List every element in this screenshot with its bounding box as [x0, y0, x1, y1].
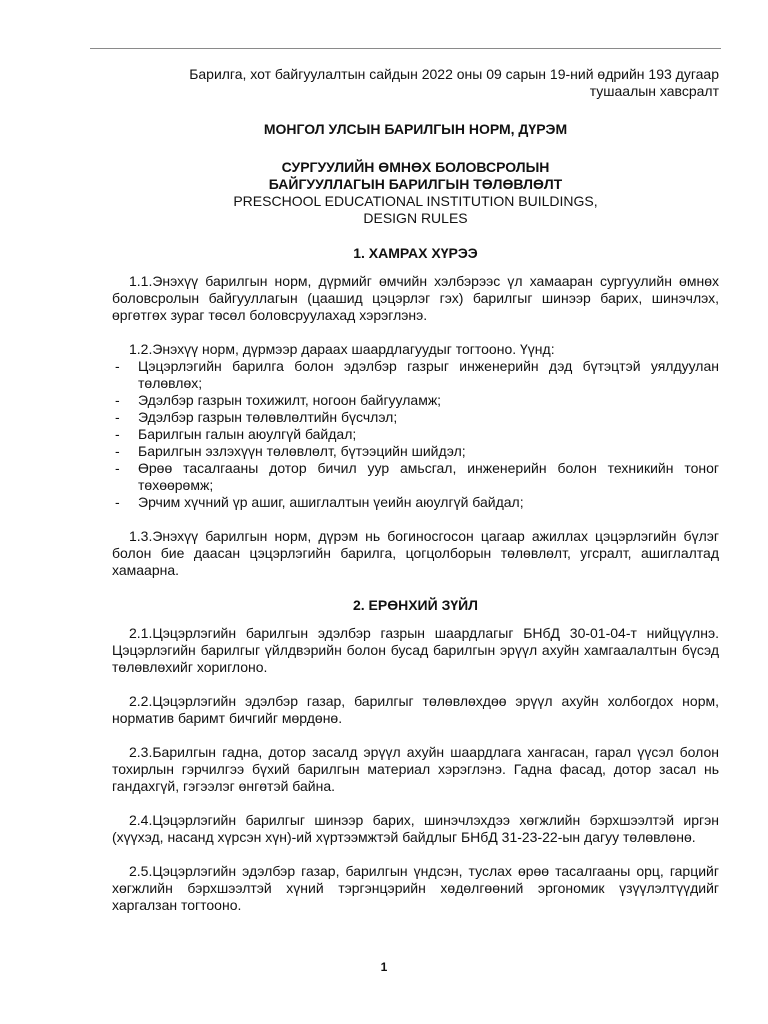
- document-subtitle-line-1: СУРГУУЛИЙН ӨМНӨХ БОЛОВСРОЛЫН: [281, 159, 550, 175]
- list-item: - Эдэлбэр газрын тохижилт, ногоон байгууламж;: [115, 392, 442, 408]
- paragraph-2-4: 2.4.Цэцэрлэгийн барилгыг шинээр барих, шинэчлэхдээ хөгжлийн бэрхшээлтэй иргэн (хүүхэд, насанд хүрсэн хүн)-ий хүртээмжтэй байдлыг БНбД 31-23-22-ын дагуу төлөвлөнө.: [112, 812, 719, 845]
- requirements-list: [112, 358, 719, 511]
- approval-line-1: Барилга, хот байгуулалтын сайдын 2022 оны 09 сарын 19-ний өдрийн 193 дугаар: [189, 66, 719, 82]
- list-item: - Өрөө тасалгааны дотор бичил уур амьсгал, инженерийн болон техникийн тоног төхөөрөмж;: [115, 460, 719, 493]
- paragraph-1-3: 1.3.Энэхүү барилгын норм, дүрэм нь богиносгосон цагаар ажиллах цэцэрлэгийн бүлэг болон бие даасан цэцэрлэгийн барилга, цогцолборын төлөвлөлт, угсралт, ашиглалтад хамаарна.: [112, 528, 719, 578]
- document-subtitle-line-2: БАЙГУУЛЛАГЫН БАРИЛГЫН ТӨЛӨВЛӨЛТ: [268, 176, 563, 192]
- paragraph-1-2: 1.2.Энэхүү норм, дүрмээр дараах шаардлагуудыг тогтооно. Үүнд:: [129, 341, 555, 357]
- document-main-title: МОНГОЛ УЛСЫН БАРИЛГЫН НОРМ, ДҮРЭМ: [263, 121, 568, 137]
- list-item: - Эрчим хүчний үр ашиг, ашиглалтын үеийн аюулгүй байдал;: [115, 494, 524, 510]
- document-page: [112, 66, 719, 914]
- paragraph-2-2: 2.2.Цэцэрлэгийн эдэлбэр газар, барилгыг төлөвлөхдөө эрүүл ахуйн холбогдох норм, норматив баримт бичгийг мөрдөнө.: [112, 693, 719, 726]
- section-2-heading: 2. ЕРӨНХИЙ ЗҮЙЛ: [352, 597, 479, 613]
- list-item: - Цэцэрлэгийн барилга болон эдэлбэр газрыг инженерийн дэд бүтэцтэй уялдуулан төлөвлөх;: [115, 358, 719, 391]
- page-number: 1: [380, 960, 388, 974]
- section-1-heading: 1. ХАМРАХ ХҮРЭЭ: [353, 245, 478, 261]
- paragraph-2-5: 2.5.Цэцэрлэгийн эдэлбэр газар, барилгын үндсэн, туслах өрөө тасалгааны орц, гарцийг хөгжлийн бэрхшээлтэй хүний тэргэнцэрийн хөдөлгөөний эргономик үзүүлэлтүүдийг харгалзан тогтооно.: [112, 863, 719, 913]
- english-title-line-2: DESIGN RULES: [363, 210, 468, 226]
- list-item: - Эдэлбэр газрын төлөвлөлтийн бүсчлэл;: [115, 409, 398, 425]
- english-title-line-1: PRESCHOOL EDUCATIONAL INSTITUTION BUILDINGS,: [233, 193, 598, 209]
- paragraph-2-3: 2.3.Барилгын гадна, дотор засалд эрүүл ахуйн шаардлага хангасан, гарал үүсэл болон тохирлын гэрчилгээ бүхий барилгын материал хэрэглэнэ. Гадна фасад, дотор засал нь гандахгүй, гэгээлэг өнгөтэй байна.: [112, 744, 719, 794]
- document-subtitle-block: [112, 159, 719, 227]
- paragraph-1-1: 1.1.Энэхүү барилгын норм, дүрмийг өмчийн хэлбэрээс үл хамааран сургуулийн өмнөх боловсролын байгууллагын (цаашид цэцэрлэг гэх) барилгыг шинээр барих, шинэчлэх, өргөтгөх зураг төсөл боловсруулахад хэрэглэнэ.: [112, 273, 719, 323]
- top-rule: [90, 48, 721, 49]
- approval-line-2: тушаалын хавсралт: [589, 83, 719, 99]
- list-item: - Барилгын эзлэхүүн төлөвлөлт, бүтээцийн шийдэл;: [115, 443, 466, 459]
- list-item: - Барилгын галын аюулгүй байдал;: [115, 426, 357, 442]
- paragraph-2-1: 2.1.Цэцэрлэгийн барилгын эдэлбэр газрын шаардлагыг БНбД 30-01-04-т нийцүүлнэ. Цэцэрлэгийн барилгыг үйлдвэрийн болон бусад барилгын эрүүл ахуйн хамгаалалтын бүсэд төлөвлөхийг хориглоно.: [112, 625, 719, 675]
